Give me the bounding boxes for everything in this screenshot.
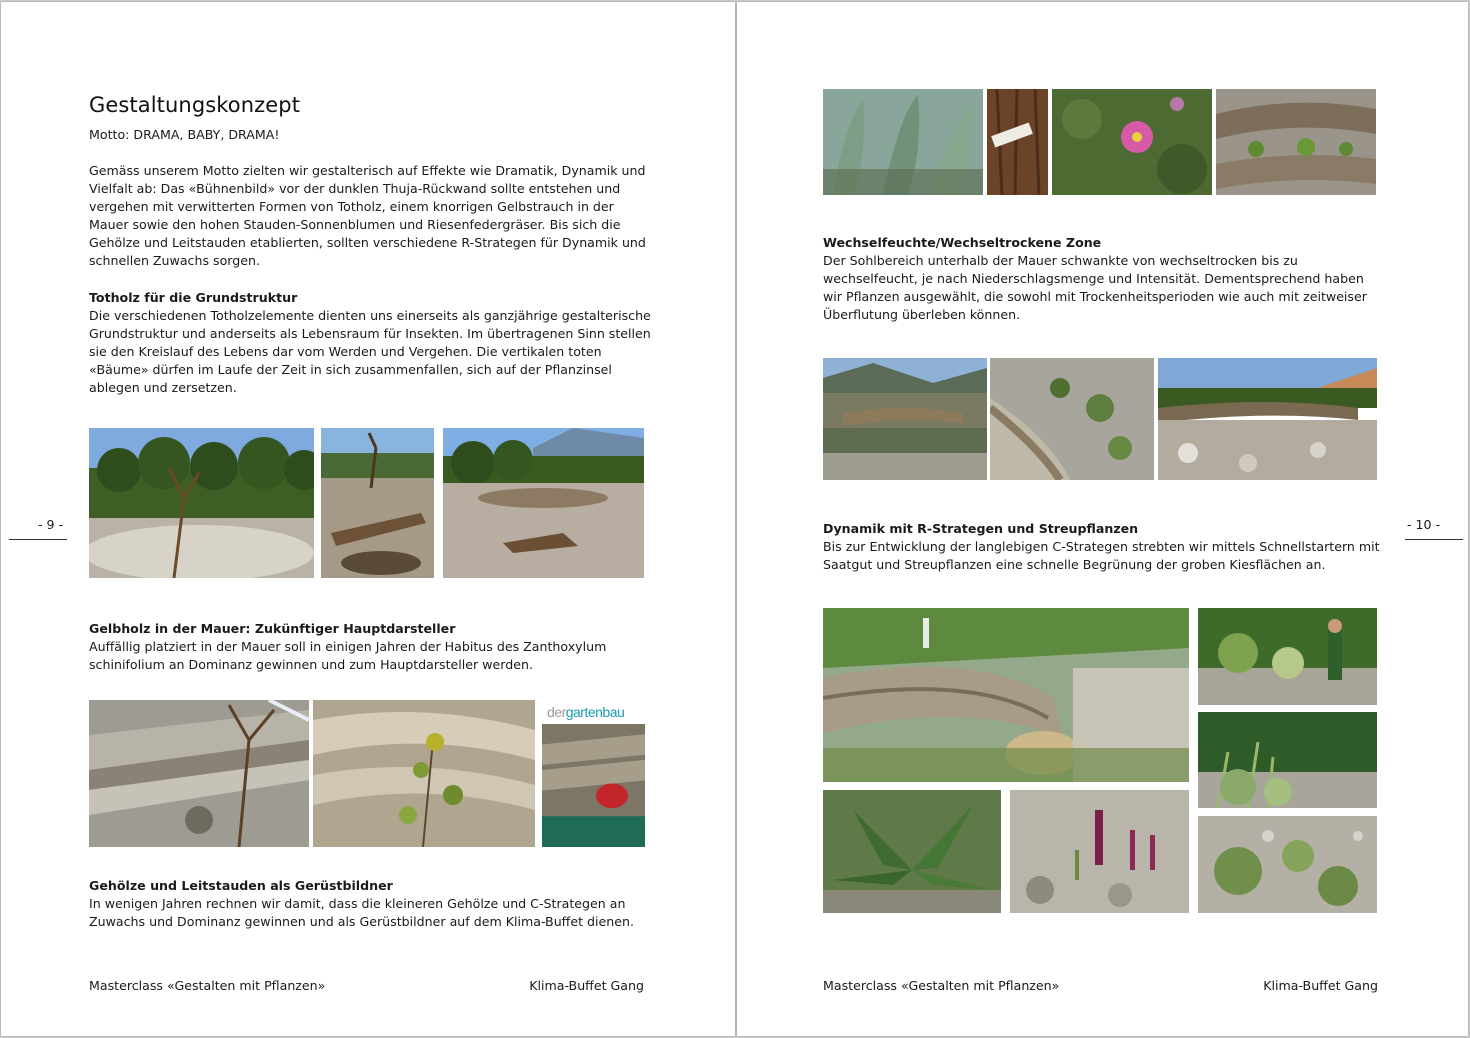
- section-gehoelze: [89, 877, 651, 931]
- photo-tulip-leaves: [823, 89, 983, 195]
- photo-cistus-flower: [1052, 89, 1212, 195]
- section-wechselfeuchte: [823, 234, 1383, 324]
- section-heading: Dynamik mit R-Strategen und Streupflanzen: [823, 521, 1139, 536]
- page-right: [737, 2, 1468, 1036]
- section-heading: Gelbholz in der Mauer: Zukünftiger Hauptdarsteller: [89, 621, 456, 636]
- photo-red-spikes: [1010, 790, 1189, 913]
- motto-line: Motto: DRAMA, BABY, DRAMA!: [89, 127, 280, 142]
- page-number-rule: [9, 539, 67, 540]
- photo-gravel-island: [443, 428, 644, 578]
- section-totholz: [89, 289, 651, 397]
- section-gelbholz: [89, 620, 651, 674]
- section-text: Der Sohlbereich unterhalb der Mauer schwankte von wechseltrocken bis zu wechselfeucht, je nach Niederschlagsmenge und Intensität. Dementsprechend haben wir Pflanzen ausgewählt, die sowohl mit Trockenheitsperioden wie auch mit zeitweiser Überflutung überleben können.: [823, 253, 1367, 322]
- page-left: [1, 2, 735, 1036]
- page-number-rule: [1405, 539, 1463, 540]
- photo-bark-label: [987, 89, 1048, 195]
- photo-perennials: [1198, 712, 1377, 808]
- magazine-cover: [542, 700, 645, 847]
- photo-gardener: [1198, 608, 1377, 705]
- section-heading: Totholz für die Grundstruktur: [89, 290, 298, 305]
- footer-right: Klima-Buffet Gang: [529, 978, 644, 993]
- photo-hedge-deadwood: [89, 428, 314, 578]
- section-text: Die verschiedenen Totholzelemente dienten uns einerseits als ganzjährige gestalterische Grundstruktur und anderseits als Lebensraum für Insekten. Im übertragenen Sinn stellen sie den Kreislauf des Lebens dar vom Werden und Vergehen. Die vertikalen toten «Bäume» dürfen im Laufe der Zeit in sich zusammenfallen, sich auf der Pflanzinsel ablegen und zersetzen.: [89, 308, 651, 395]
- section-heading: Wechselfeuchte/Wechseltrockene Zone: [823, 235, 1102, 250]
- intro-paragraph: Gemäss unserem Motto zielten wir gestalterisch auf Effekte wie Dramatik, Dynamik und Vielfalt ab: Das «Bühnenbild» vor der dunklen Thuja-Rückwand sollte entstehen und vergehen mit verwitterten Formen von Totholz, einem knorrigen Gelbstrauch in der Mauer sowie den hohen Stauden-Sonnenblumen und Riesenfedergräser. Bis sich die Gehölze und Leitstauden etablierten, sollten verschiedene R-Strategen für Dynamik und schnellen Zuwachs sorgen.: [89, 163, 646, 268]
- section-heading: Gehölze und Leitstauden als Gerüstbildner: [89, 878, 393, 893]
- photo-flooded-zone: [823, 358, 987, 480]
- footer-right: Klima-Buffet Gang: [1263, 978, 1378, 993]
- page-number: - 9 -: [38, 517, 64, 532]
- section-text: Bis zur Entwicklung der langlebigen C-Strategen strebten wir mittels Schnellstartern mit Saatgut und Streupflanzen eine schnelle Begrünung der groben Kiesflächen an.: [823, 539, 1380, 572]
- photo-wall-closeup: [313, 700, 535, 847]
- footer-left: Masterclass «Gestalten mit Pflanzen»: [823, 978, 1060, 993]
- footer-left: Masterclass «Gestalten mit Pflanzen»: [89, 978, 326, 993]
- photo-wall-watering: [89, 700, 309, 847]
- photo-groundcover: [1198, 816, 1377, 913]
- page-title: Gestaltungskonzept: [89, 93, 301, 117]
- magazine-logo: dergartenbau: [547, 704, 625, 720]
- photo-wall-planting-large: [823, 608, 1189, 782]
- photo-gravel-path: [990, 358, 1154, 480]
- photo-log-plants: [1216, 89, 1376, 195]
- section-text: In wenigen Jahren rechnen wir damit, dass die kleineren Gehölze und C-Strategen an Zuwachs und Dominanz gewinnen und als Gerüstbildner auf dem Klima-Buffet dienen.: [89, 896, 634, 929]
- page-number: - 10 -: [1407, 517, 1441, 532]
- section-dynamik: [823, 520, 1383, 574]
- section-text: Auffällig platziert in der Mauer soll in einigen Jahren der Habitus des Zanthoxylum schinifolium an Dominanz gewinnen und zum Hauptdarsteller werden.: [89, 639, 607, 672]
- photo-deadwood-construction: [321, 428, 434, 578]
- photo-dry-bed: [1158, 358, 1377, 480]
- photo-verbascum-rosette: [823, 790, 1001, 913]
